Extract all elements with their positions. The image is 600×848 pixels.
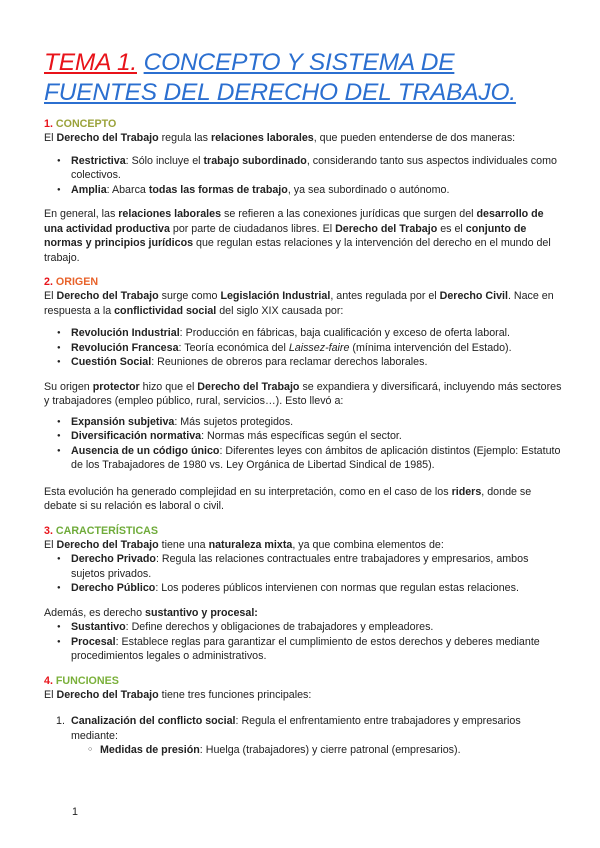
list-item: ● Sustantivo: Define derechos y obligaciones de trabajadores y empleadores. [44,620,564,635]
list-item: ● Derecho Privado: Regula las relaciones contractuales entre trabajadores y empresarios, ambos sujetos privados. [44,552,564,581]
list-item: ● Ausencia de un código único: Diferentes leyes con ámbitos de aplicación distintos (Ejemplo: Estatuto de los Trabajadores de 1980 vs. Ley Orgánica de Libertad Sindical de 1985). [44,444,564,473]
list-item: ● Cuestión Social: Reuniones de obreros para reclamar derechos laborales. [44,355,564,370]
bullet-list [44,326,564,370]
sub-list-item: ○ Medidas de presión: Huelga (trabajadores) y cierre patronal (empresarios). [44,743,564,758]
paragraph: El Derecho del Trabajo surge como Legislación Industrial, antes regulada por el Derecho Civil. Nace en respuesta a la conflictividad social del siglo XIX causada por: [44,290,554,317]
list-item: ● Diversificación normativa: Normas más específicas según el sector. [44,429,564,444]
page-number: 1 [72,806,78,818]
numbered-list-item: 1. Canalización del conflicto social: Regula el enfrentamiento entre trabajadores y empresarios mediante: [56,715,521,742]
bullet-list [44,620,564,664]
numbered-list [44,714,564,743]
paragraph: El Derecho del Trabajo tiene una naturaleza mixta, ya que combina elementos de: [44,538,444,551]
bullet-list [44,154,564,198]
bullet-list [44,415,564,473]
list-item: ● Revolución Industrial: Producción en fábricas, baja cualificación y exceso de oferta laboral. [44,326,564,341]
list-item: ● Expansión subjetiva: Más sujetos protegidos. [44,415,564,430]
list-item: ● Derecho Público: Los poderes públicos intervienen con normas que regulan estas relaciones. [44,581,564,596]
bullet-list [44,552,564,596]
document-title: TEMA 1. CONCEPTO Y SISTEMA DE FUENTES DEL DERECHO DEL TRABAJO. [44,49,516,106]
paragraph: El Derecho del Trabajo tiene tres funciones principales: [44,688,312,701]
paragraph: En general, las relaciones laborales se refieren a las conexiones jurídicas que surgen del desarrollo de una actividad productiva por parte de ciudadanos libres. El Derecho del Trabajo es el conjunto de normas y principios jurídicos que regulan estas relaciones y la intervención del derecho en el mundo del trabajo. [44,208,551,264]
paragraph: Esta evolución ha generado complejidad en su interpretación, como en el caso de los riders, donde se debate si su relación es laboral o civil. [44,485,532,512]
sub-bullet-list [44,743,564,758]
section-heading-funciones: 4. FUNCIONES [44,674,119,687]
list-item: ● Restrictiva: Sólo incluye el trabajo subordinado, considerando tanto sus aspectos individuales como colectivos. [44,154,564,183]
paragraph: Su origen protector hizo que el Derecho del Trabajo se expandiera y diversificará, incluyendo más sectores y trabajadores (empleo público, rural, servicios…). Esto llevó a: [44,380,562,407]
section-heading-concepto: 1. CONCEPTO [44,118,117,130]
paragraph: Además, es derecho sustantivo y procesal: [44,606,258,619]
paragraph: El Derecho del Trabajo regula las relaciones laborales, que pueden entenderse de dos maneras: [44,132,516,144]
document-page [44,48,564,758]
section-heading-origen: 2. ORIGEN [44,276,99,288]
list-item: ● Amplia: Abarca todas las formas de trabajo, ya sea subordinado o autónomo. [44,183,564,198]
section-heading-caracteristicas: 3. CARACTERÍSTICAS [44,524,159,537]
list-item: ● Revolución Francesa: Teoría económica del Laissez-faire (mínima intervención del Estado). [44,341,564,356]
list-item: ● Procesal: Establece reglas para garantizar el cumplimiento de estos derechos y deberes mediante procedimientos legales o administrativos. [44,635,564,664]
